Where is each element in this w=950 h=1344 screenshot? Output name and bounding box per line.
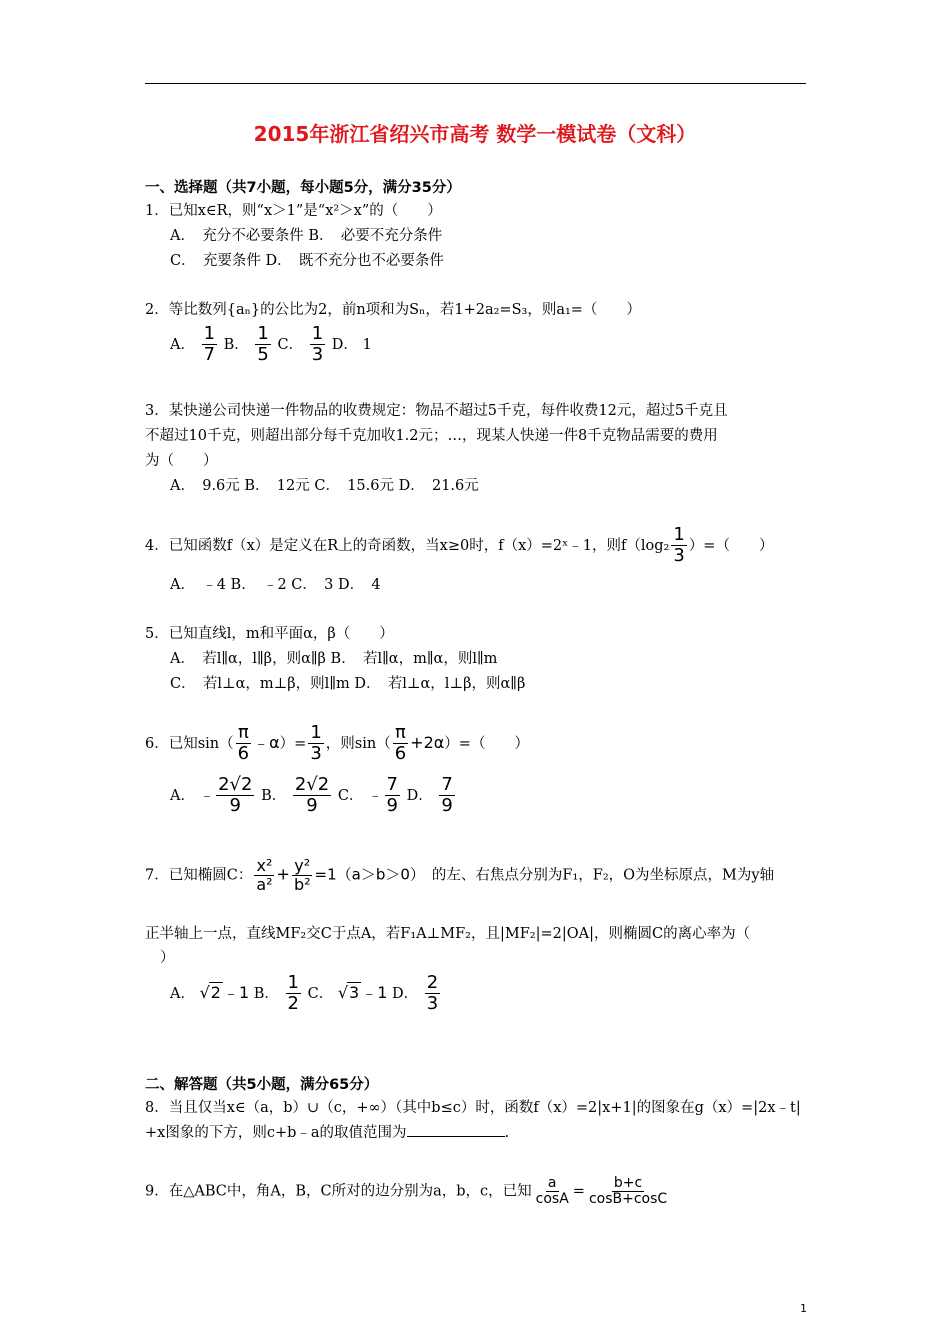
section-heading-solution: 二、解答题（共5小题，满分65分） — [145, 1077, 379, 1093]
q6-text: 6．已知sin（ — [145, 735, 234, 752]
option-label: B． — [253, 985, 279, 1002]
q7-options — [170, 974, 442, 1014]
q4-stem — [145, 526, 773, 566]
fraction: $\frac{2√2}{9}$ — [294, 774, 330, 816]
section-heading-choice: 一、选择题（共7小题，每小题5分，满分35分） — [145, 180, 461, 196]
fraction: $\frac{1}{5}$ — [257, 323, 269, 365]
q7-line-3: ） — [160, 950, 175, 966]
q5-options-cd: C． 若l⊥α，m⊥β，则l∥m D． 若l⊥α，l⊥β，则α∥β — [170, 676, 526, 692]
q5-options-ab: A． 若l∥α，l∥β，则α∥β B． 若l∥α，m∥α，则l∥m — [170, 651, 498, 667]
fraction: $\frac{7}{9}$ — [386, 774, 398, 816]
q7-line-2: 正半轴上一点，直线MF₂交C于点A，若F₁A⊥MF₂，且|MF₂|=2|OA|，则椭圆C的离心率为（ — [145, 926, 751, 942]
fraction: $\frac{\text{x²}}{\text{a²}}$ — [256, 856, 273, 894]
q2-options — [170, 325, 372, 365]
q6-text: ，则sin（ — [325, 735, 391, 752]
fraction: $\frac{b+c}{\cos B+\cos C}$ — [588, 1175, 668, 1207]
q8-line-2 — [145, 1123, 509, 1143]
fraction: $\frac{2}{3}$ — [426, 972, 439, 1014]
q6-stem — [145, 724, 529, 764]
q4-stem-tail: ）=（ ） — [688, 537, 774, 554]
q3-line-3: 为（ ） — [145, 453, 218, 469]
sign: ﹣ — [368, 787, 383, 804]
fraction: $\frac{\pi}{6}$ — [237, 722, 250, 764]
q3-options: A． 9.6元 B． 12元 C． 15.6元 D． 21.6元 — [170, 478, 479, 494]
q9-stem — [145, 1176, 671, 1207]
q8-line-1: 8．当且仅当x∈（a，b）∪（c，+∞）（其中b≤c）时，函数f（x）=2|x+1|的图象在g（x）=|2x﹣t| — [145, 1100, 801, 1116]
q2-stem: 2．等比数列{aₙ}的公比为2，前n项和为Sₙ，若1+2a₂=S₃，则a₁=（ ） — [145, 302, 641, 318]
option-label: A． — [170, 336, 195, 353]
option-label: D． — [406, 787, 433, 804]
q9-text: = — [572, 1183, 585, 1200]
radical: √3 ﹣1 — [337, 982, 388, 1002]
option-label: C． — [307, 985, 334, 1002]
option-label: A． — [170, 787, 195, 804]
fraction: $\frac{1}{2}$ — [287, 972, 299, 1014]
sign: ﹣ — [199, 787, 215, 804]
q7-term: =1（a＞b＞0） — [314, 865, 418, 884]
q6-options — [170, 776, 457, 816]
fraction: $\frac{a}{\cos A}$ — [535, 1175, 569, 1207]
header-rule — [145, 83, 806, 84]
q1-options-ab: A． 充分不必要条件 B． 必要不充分条件 — [170, 228, 443, 244]
fraction: $\frac{1}{7}$ — [203, 323, 216, 365]
q1-options-cd: C． 充要条件 D． 既不充分也不必要条件 — [170, 253, 444, 269]
q4-stem-text: 4．已知函数f（x）是定义在R上的奇函数，当x≥0时，f（x）=2ˣ﹣1，则f（log₂ — [145, 537, 670, 554]
option-label: B． — [261, 787, 287, 804]
fraction: $\frac{2√2}{9}$ — [218, 774, 253, 816]
option-label: D． — [331, 336, 358, 353]
option-label: C． — [277, 336, 304, 353]
fraction: $\frac{\text{y²}}{\text{b²}}$ — [293, 856, 311, 894]
fraction: $\frac{1}{3}$ — [311, 323, 324, 365]
option-label: D． — [392, 985, 419, 1002]
q4-options: A． ﹣4 B． ﹣2 C． 3 D． 4 — [170, 577, 381, 593]
fraction: $\frac{\pi}{6}$ — [394, 722, 407, 764]
q7-term: + — [276, 864, 290, 884]
option-label: B． — [223, 336, 249, 353]
q3-line-1: 3．某快递公司快递一件物品的收费规定：物品不超过5千克，每件收费12元，超过5千克且 — [145, 403, 728, 419]
q7-text: 的左、右焦点分别为F₁，F₂，O为坐标原点，M为y轴 — [431, 867, 775, 884]
q1-stem: 1．已知x∈R，则“x＞1”是“x²＞x”的（ ） — [145, 203, 442, 219]
q7-stem — [145, 858, 774, 893]
q6-text: ）= — [279, 735, 307, 752]
answer-blank[interactable] — [407, 1123, 505, 1137]
fraction: $\frac{1}{3}$ — [310, 722, 322, 764]
page-number: 1 — [800, 1302, 807, 1315]
q8-text: . — [504, 1125, 510, 1141]
page-title: 2015年浙江省绍兴市高考 数学一模试卷（文科） — [253, 122, 697, 146]
q6-text: ）=（ ） — [444, 735, 529, 752]
option-label: C． — [337, 787, 364, 804]
fraction: $\frac{7}{9}$ — [441, 774, 453, 816]
q8-text: +x图象的下方，则c+b﹣a的取值范围为 — [145, 1125, 407, 1141]
q9-text: 9．在△ABC中，角A，B，C所对的边分别为a，b，c，已知 — [145, 1183, 532, 1200]
q7-text: 7．已知椭圆C： — [145, 867, 253, 884]
q5-stem: 5．已知直线l，m和平面α，β（ ） — [145, 626, 394, 642]
fraction: $\frac{1}{3}$ — [673, 524, 685, 566]
option-label: A． — [170, 985, 195, 1002]
q6-term: ﹣α — [253, 732, 280, 752]
option-value: 1 — [362, 336, 372, 353]
q3-line-2: 不超过10千克，则超出部分每千克加收1.2元；…，现某人快递一件8千克物品需要的费用 — [145, 428, 718, 444]
q6-term: +2α — [410, 732, 445, 752]
radical: √2 ﹣1 — [199, 982, 250, 1002]
